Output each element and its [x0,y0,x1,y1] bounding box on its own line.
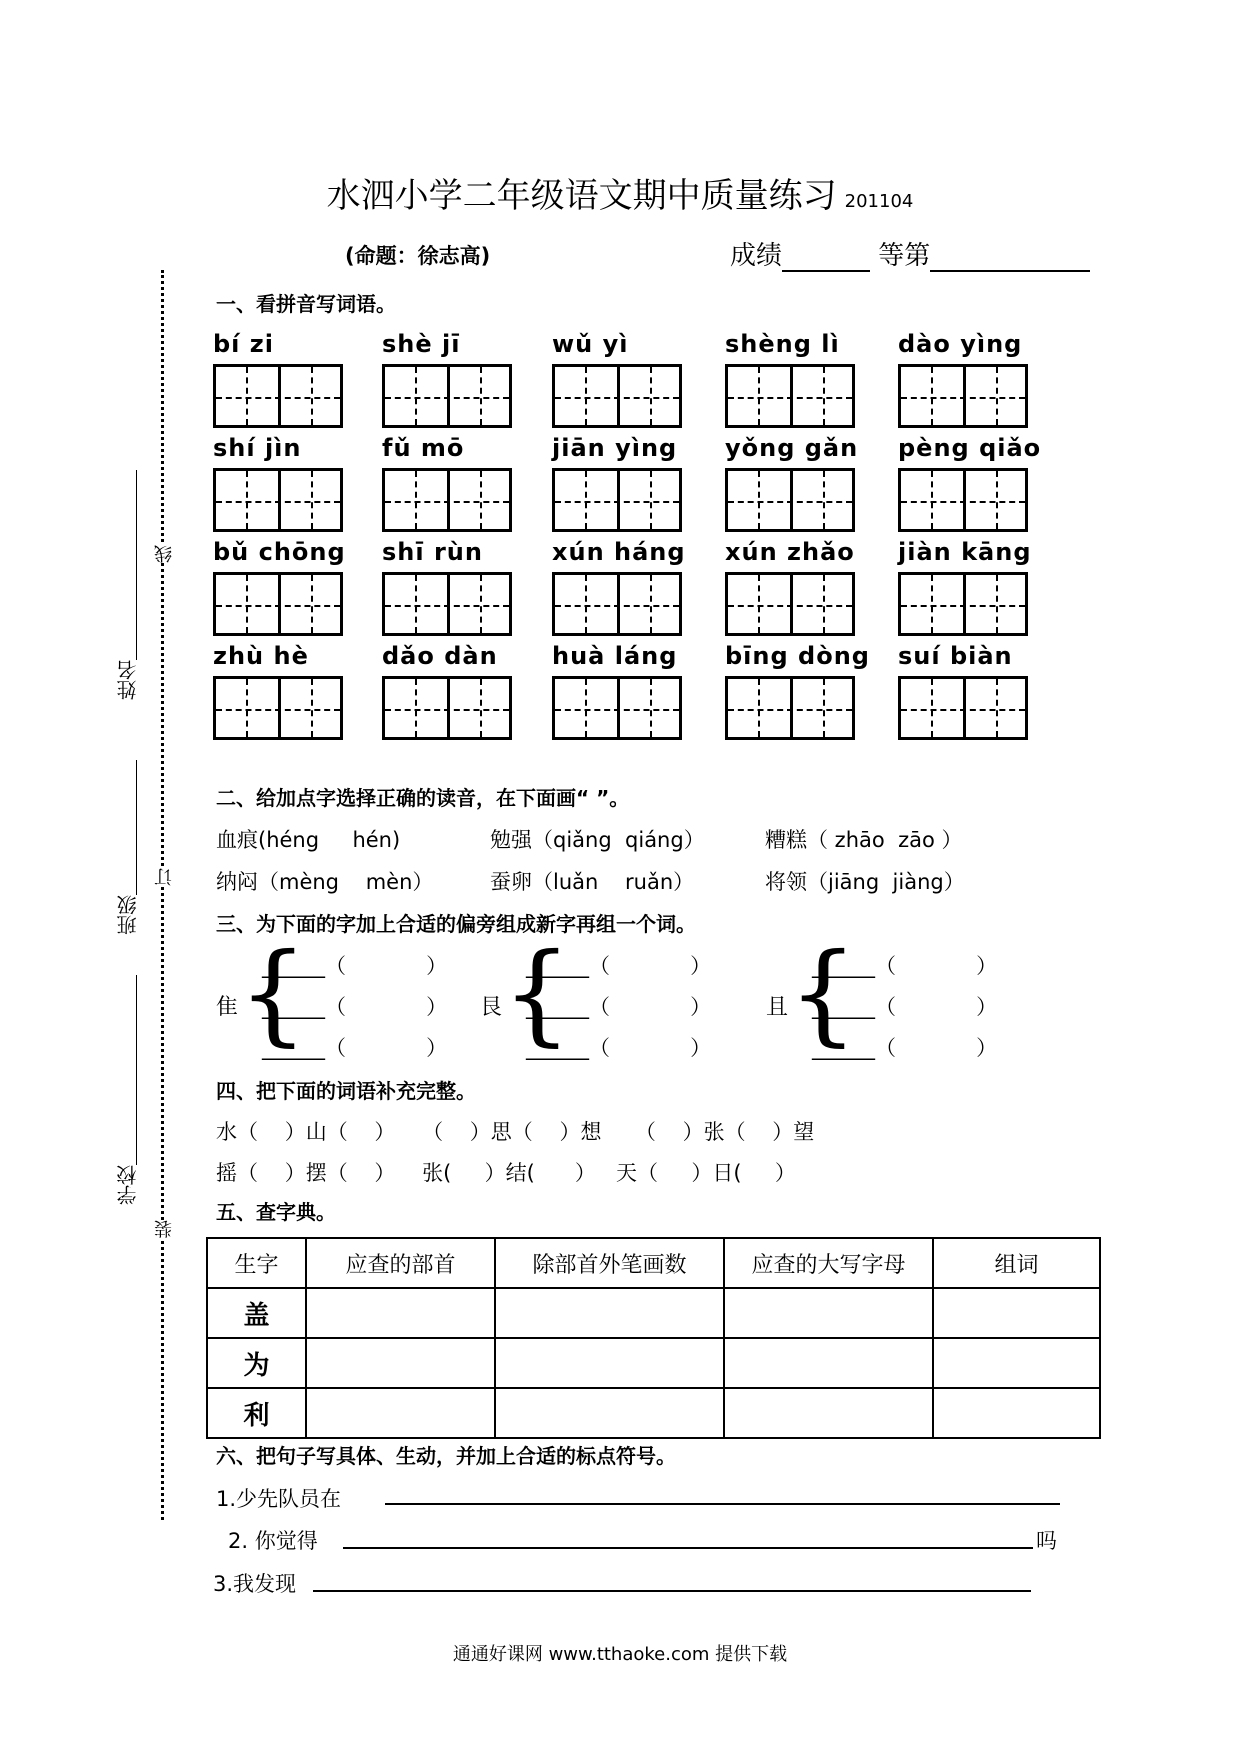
pinyin-label: xún háng [552,538,686,566]
writing-box[interactable] [552,468,682,532]
answer-cell[interactable] [495,1288,724,1338]
writing-box[interactable] [552,364,682,428]
section5-heading: 五、查字典。 [216,1200,336,1224]
answer-cell[interactable] [495,1338,724,1388]
reading-item: 蚕卵（luǎn ruǎn） [490,870,695,894]
writing-box[interactable] [213,468,343,532]
section1-heading: 一、看拼音写词语。 [216,292,396,316]
radical-blank[interactable]: ______（ ） [526,954,712,978]
brace-icon: { [238,929,308,1057]
pinyin-label: shí jìn [213,434,302,462]
answer-cell[interactable] [933,1388,1100,1438]
side-school-label: 学校 [116,1165,140,1205]
table-char: 利 [207,1388,306,1438]
brace-icon: { [502,929,572,1057]
section4-heading: 四、把下面的词语补充完整。 [216,1079,476,1103]
score-row [730,235,1090,272]
binding-dotted-line [161,270,164,1520]
writing-box[interactable] [382,572,512,636]
writing-box[interactable] [382,676,512,740]
section3-heading: 三、为下面的字加上合适的偏旁组成新字再组一个词。 [216,912,696,936]
answer-cell[interactable] [933,1288,1100,1338]
pinyin-label: bīng dòng [725,642,870,670]
pinyin-label: fǔ mō [382,434,465,462]
pinyin-label: huà láng [552,642,678,670]
base-char: 隹 [216,995,239,1020]
radical-blank[interactable]: ______（ ） [262,995,448,1019]
sentence-1-blank[interactable] [385,1503,1060,1505]
reading-item: 勉强（qiǎng qiáng） [490,828,705,852]
author-label: (命题：徐志高) [345,244,491,268]
answer-cell[interactable] [306,1338,495,1388]
class-blank[interactable] [136,760,137,895]
table-char: 盖 [207,1288,306,1338]
pinyin-label: wǔ yì [552,330,629,358]
answer-cell[interactable] [724,1338,933,1388]
radical-blank[interactable]: ______（ ） [526,1036,712,1060]
writing-box[interactable] [898,676,1028,740]
school-blank[interactable] [136,975,137,1165]
answer-cell[interactable] [724,1288,933,1338]
writing-box[interactable] [382,364,512,428]
sentence-2-end: 吗 [1036,1529,1057,1553]
writing-box[interactable] [213,364,343,428]
pinyin-label: pèng qiǎo [898,434,1042,462]
table-header: 应查的部首 [306,1238,495,1288]
radical-blank[interactable]: ______（ ） [812,954,998,978]
table-header-row [207,1238,1100,1288]
writing-box[interactable] [725,676,855,740]
table-header: 除部首外笔画数 [495,1238,724,1288]
writing-box[interactable] [213,676,343,740]
writing-box[interactable] [213,572,343,636]
answer-cell[interactable] [306,1388,495,1438]
pinyin-label: zhù hè [213,642,309,670]
pinyin-label: jiàn kāng [898,538,1032,566]
answer-cell[interactable] [724,1388,933,1438]
section6-heading: 六、把句子写具体、生动，并加上合适的标点符号。 [216,1444,676,1468]
pinyin-label: bǔ chōng [213,538,346,566]
writing-box[interactable] [382,468,512,532]
radical-blank[interactable]: ______（ ） [262,954,448,978]
radical-blank[interactable]: ______（ ） [526,995,712,1019]
writing-box[interactable] [552,572,682,636]
sentence-3-blank[interactable] [313,1590,1031,1592]
table-header: 生字 [207,1238,306,1288]
sentence-2-blank[interactable] [343,1547,1033,1549]
pinyin-label: shèng lì [725,330,840,358]
fill-line: 摇（ ）摆（ ） 张( ）结( ） 天（ ）日( ） [216,1161,796,1185]
answer-cell[interactable] [933,1338,1100,1388]
reading-item: 将领（jiāng jiàng） [765,870,965,894]
pinyin-label: jiān yìng [552,434,678,462]
writing-box[interactable] [898,572,1028,636]
radical-blank[interactable]: ______（ ） [262,1036,448,1060]
side-line-char: 线 [152,545,178,563]
pinyin-label: dào yìng [898,330,1023,358]
score-blank[interactable] [782,244,870,272]
name-blank[interactable] [136,470,137,660]
grade-label: 等第 [878,241,931,271]
page-title [0,168,1240,217]
section2-heading: 二、给加点字选择正确的读音，在下面画“ ”。 [216,786,630,810]
sentence-2-prompt: 2. 你觉得 [228,1529,318,1553]
pinyin-label: dǎo dàn [382,642,498,670]
reading-item: 纳闷（mèng mèn） [216,870,434,894]
fill-line: 水（ ）山（ ） （ ）思（ ）想 （ ）张（ ）望 [216,1120,815,1144]
table-row [207,1388,1100,1438]
title-text: 水泗小学二年级语文期中质量练习 [326,176,837,216]
side-ding-char: 订 [152,868,178,886]
score-label: 成绩 [730,241,783,271]
footer-text: 通通好课网 www.tthaoke.com 提供下载 [452,1644,788,1665]
writing-box[interactable] [725,364,855,428]
side-zhuang-char: 装 [152,1220,178,1238]
pinyin-label: shī rùn [382,538,483,566]
table-row [207,1288,1100,1338]
table-header: 组词 [933,1238,1100,1288]
pinyin-label: xún zhǎo [725,538,855,566]
brace-icon: { [788,929,858,1057]
sentence-1-prompt: 1.少先队员在 [216,1487,342,1511]
writing-box[interactable] [725,468,855,532]
answer-cell[interactable] [306,1288,495,1338]
writing-box[interactable] [898,364,1028,428]
pinyin-label: shè jī [382,330,461,358]
side-name-label: 姓名 [116,660,140,700]
answer-cell[interactable] [495,1388,724,1438]
writing-box[interactable] [898,468,1028,532]
side-class-label: 班级 [116,895,140,935]
writing-box[interactable] [725,572,855,636]
table-char: 为 [207,1338,306,1388]
dictionary-table [206,1237,1101,1439]
writing-box[interactable] [552,676,682,740]
reading-item: 血痕(héng hén) [216,828,401,852]
title-code: 201104 [844,191,914,212]
table-row [207,1338,1100,1388]
radical-blank[interactable]: ______（ ） [812,995,998,1019]
sentence-3-prompt: 3.我发现 [213,1572,297,1596]
pinyin-label: yǒng gǎn [725,434,859,462]
pinyin-label: suí biàn [898,642,1013,670]
base-char: 艮 [480,995,503,1020]
grade-blank[interactable] [930,244,1090,272]
pinyin-label: bí zi [213,330,274,358]
table-header: 应查的大写字母 [724,1238,933,1288]
base-char: 且 [766,995,789,1020]
reading-item: 糟糕（ zhāo zāo ） [765,828,963,852]
radical-blank[interactable]: ______（ ） [812,1036,998,1060]
